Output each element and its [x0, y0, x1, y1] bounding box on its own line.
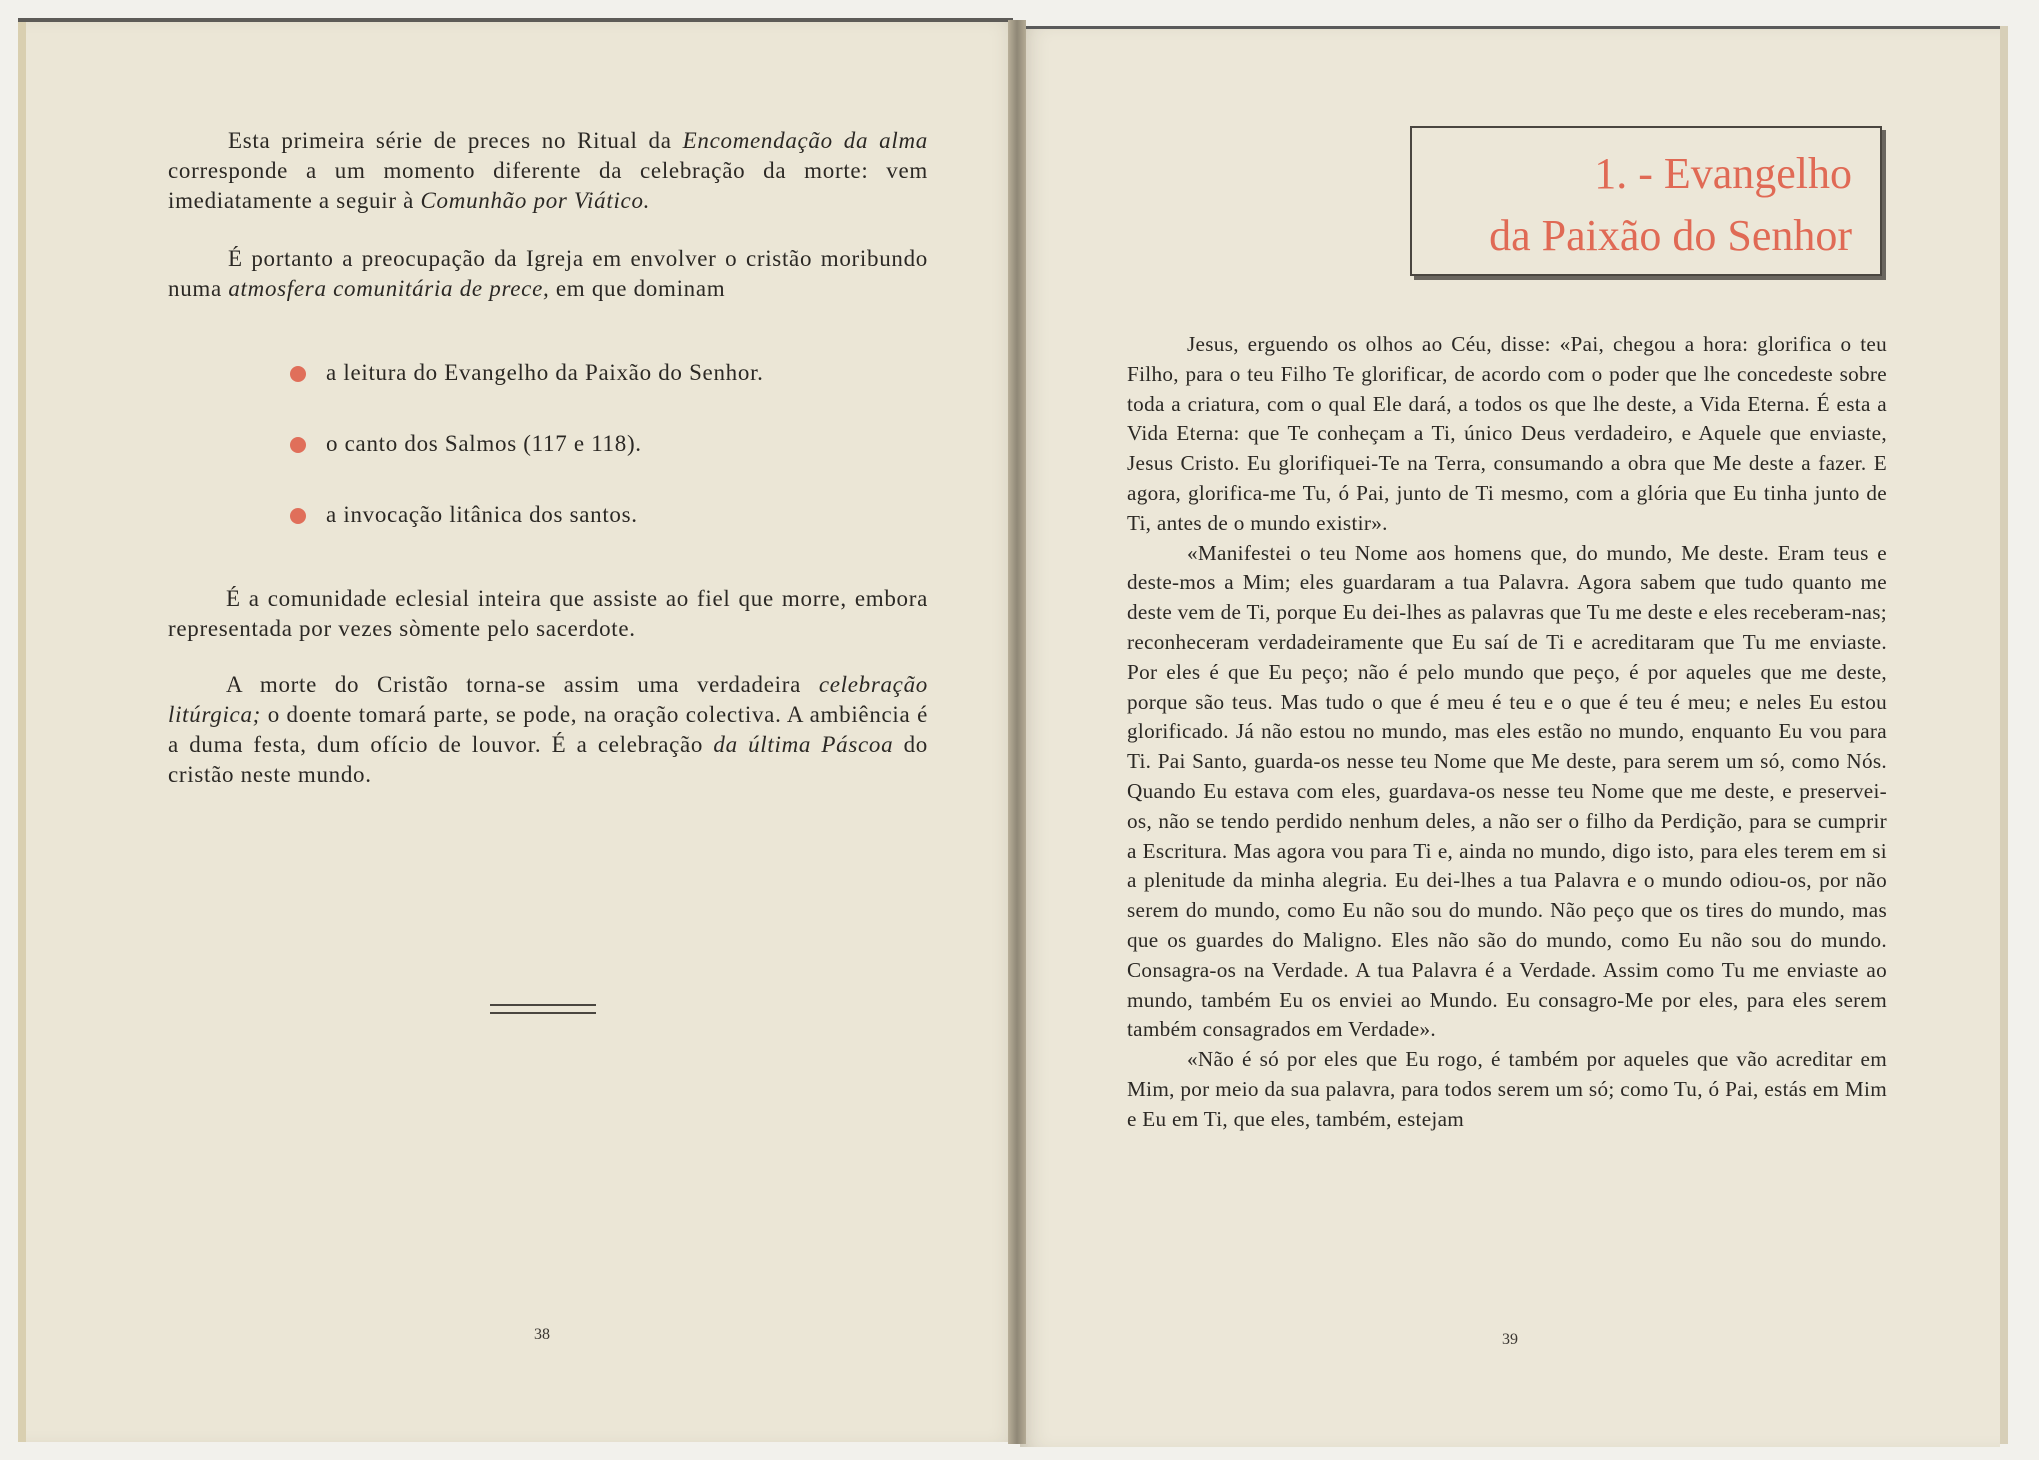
- italic-run: atmosfera comunitária de prece,: [228, 276, 550, 301]
- gospel-paragraph: «Não é só por eles que Eu rogo, é também por aqueles que vão acreditar em Mim, por meio da sua palavra, para todos serem um só; como Tu, ó Pai, estás em Mim e Eu em Ti, que eles, também, estejam: [1127, 1047, 1887, 1131]
- list-item: [290, 358, 930, 388]
- gospel-paragraph: Jesus, erguendo os olhos ao Céu, disse: «Pai, chegou a hora: glorifica o teu Filho, para o teu Filho Te glorificar, de acordo com o poder que lhe concedeste sobre toda a criatura, com o qual Ele dará, a todos os que lhe deste, a Vida Eterna. É esta a Vida Eterna: que Te conheçam a Ti, único Deus verdadeiro, e Aquele que enviaste, Jesus Cristo. Eu glorifiquei-Te na Terra, consumando a obra que Me deste a fazer. E agora, glorifica-me Tu, ó Pai, junto de Ti mesmo, com a glória que Eu tinha junto de Ti, antes de o mundo existir».: [1127, 332, 1887, 535]
- list-item: [290, 429, 930, 459]
- gospel-paragraph: «Manifestei o teu Nome aos homens que, do mundo, Me deste. Eram teus e deste-mos a Mim; eles guardaram a tua Palavra. Agora sabem que tudo quanto me deste vem de Ti, porque Eu dei-lhes as palavras que Tu me deste e eles receberam-nas; reconheceram verdadeiramente que Eu saí de Ti e acreditaram que Tu me enviaste. Por eles é que Eu peço; não é pelo mundo que peço, é por aqueles que me deste, porque são teus. Mas tudo o que é meu é teu e o que é teu é meu; e neles Eu estou glorificado. Já não estou no mundo, mas eles estão no mundo, enquanto Eu vou para Ti. Pai Santo, guarda-os nesse teu Nome que Me deste, para serem um só, como Nós. Quando Eu estava com eles, guardava-os nesse teu Nome que me deste, e preservei-os, não se tendo perdido nenhum deles, a não ser o filho da Perdição, para se cumprir a Escritura. Mas agora vou para Ti e, ainda no mundo, digo isto, para eles terem em si a plenitude da minha alegria. Eu dei-lhes a tua Palavra e o mundo odiou-os, por não serem do mundo, como Eu não sou do mundo. Não peço que os tires do mundo, mas que os guardes do Maligno. Eles não são do mundo, como Eu não sou do mundo. Consagra-os na Verdade. A tua Palavra é a Verdade. Assim como Tu me enviaste ao mundo, também Eu os enviei ao Mundo. Eu consagro-Me por eles, para eles serem também consagrados em Verdade».: [1127, 540, 1887, 1042]
- chapter-title-box: [1410, 126, 1882, 276]
- list-item-text: a invocação litânica dos santos.: [326, 502, 638, 527]
- list-item-text: a leitura do Evangelho da Paixão do Senhor.: [326, 360, 764, 385]
- page-number-right: 39: [1502, 1331, 1518, 1348]
- bullet-list: [290, 358, 930, 571]
- right-page-edge: [2000, 26, 2008, 1444]
- list-item-text: o canto dos Salmos (117 e 118).: [326, 431, 642, 456]
- book-gutter: [1008, 20, 1026, 1444]
- gospel-text: [1127, 330, 1887, 1135]
- italic-run: Encomendação da alma: [682, 128, 928, 153]
- bullet-dot-icon: [290, 508, 306, 524]
- page-number-left: 38: [534, 1326, 550, 1343]
- concern-paragraph: [168, 244, 928, 304]
- text-run: do cristão neste mundo.: [168, 732, 928, 787]
- section-divider: [490, 1004, 596, 1014]
- text-run: em que dominam: [549, 276, 726, 301]
- text-run: Esta primeira série de preces no Ritual da: [228, 128, 683, 153]
- bullet-dot-icon: [290, 437, 306, 453]
- text-run: corresponde a um momento diferente da celebração da morte: vem imediatamente a seguir à: [168, 158, 928, 213]
- text-run: A morte do Cristão torna-se assim uma verdadeira: [226, 672, 819, 697]
- celebration-paragraph: [168, 670, 928, 790]
- community-paragraph: É a comunidade eclesial inteira que assiste ao fiel que morre, embora representada por vezes sòmente pelo sacerdote.: [168, 586, 928, 641]
- chapter-title-line-2: da Paixão do Senhor: [1489, 211, 1852, 260]
- list-item: [290, 500, 930, 530]
- italic-run: Comunhão por Viático.: [420, 188, 651, 213]
- text-run: o doente tomará parte, se pode, na oração colectiva. A ambiência é a duma festa, dum ofício de louvor. É a celebração: [168, 702, 928, 757]
- chapter-title-line-1: 1. - Evangelho: [1594, 149, 1852, 198]
- italic-run: da última Páscoa: [713, 732, 894, 757]
- intro-paragraph: [168, 126, 928, 216]
- italic-run: celebração litúrgica;: [168, 672, 928, 727]
- text-run: É portanto a preocupação da Igreja em envolver o cristão moribundo numa: [168, 246, 928, 301]
- bullet-dot-icon: [290, 366, 306, 382]
